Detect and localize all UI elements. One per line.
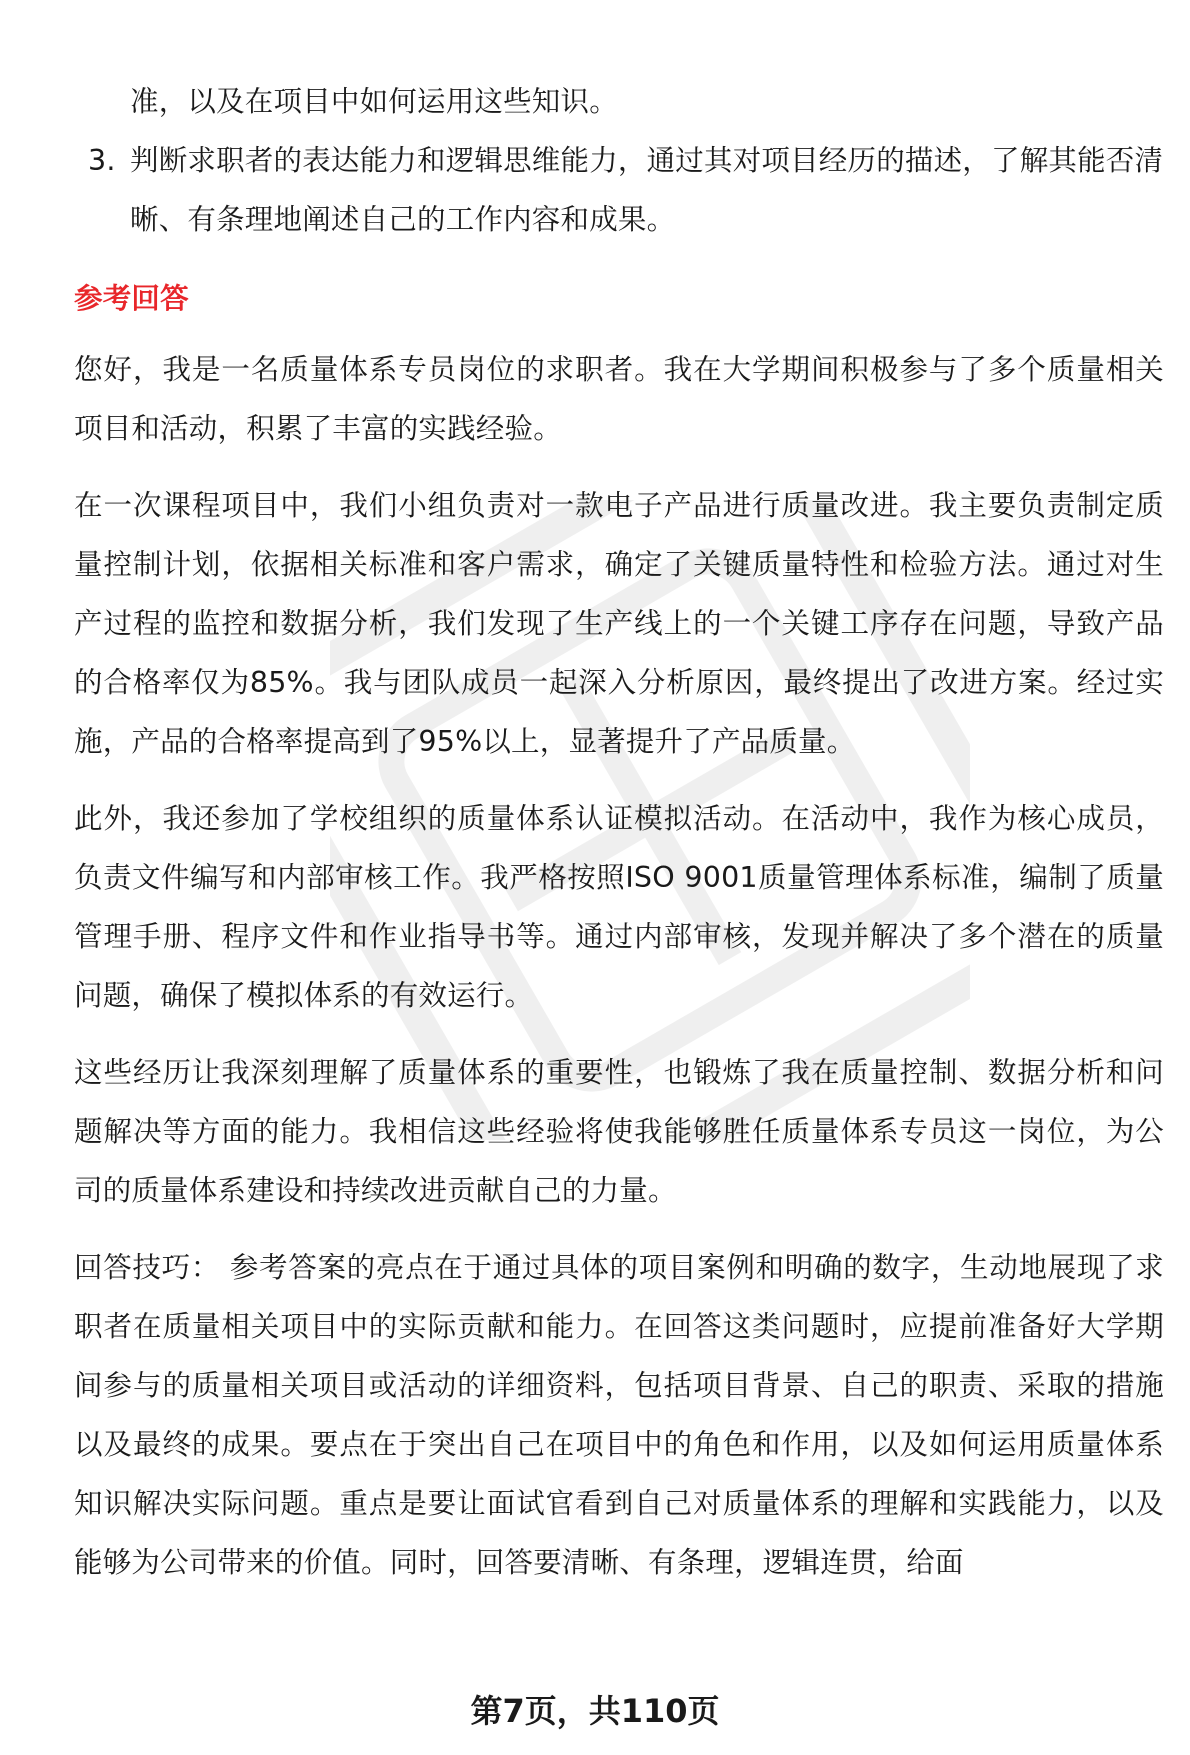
list-item-3 [74,131,1164,249]
list-item-continuation: 准，以及在项目中如何运用这些知识。 [130,85,618,118]
section-heading: 参考回答 [74,282,189,315]
document-content [74,72,1164,1610]
paragraph-summary: 这些经历让我深刻理解了质量体系的重要性，也锻炼了我在质量控制、数据分析和问题解决等方面的能力。我相信这些经验将使我能够胜任质量体系专员这一岗位，为公司的质量体系建设和持续改进贡献自己的力量。 [74,1056,1164,1207]
paragraph-course-project: 在一次课程项目中，我们小组负责对一款电子产品进行质量改进。我主要负责制定质量控制计划，依据相关标准和客户需求，确定了关键质量特性和检验方法。通过对生产过程的监控和数据分析，我们发现了生产线上的一个关键工序存在问题，导致产品的合格率仅为85%。我与团队成员一起深入分析原因，最终提出了改进方案。经过实施，产品的合格率提高到了95%以上，显著提升了产品质量。 [74,489,1164,758]
paragraph-answer-tips: 回答技巧： 参考答案的亮点在于通过具体的项目案例和明确的数字，生动地展现了求职者在质量相关项目中的实际贡献和能力。在回答这类问题时，应提前准备好大学期间参与的质量相关项目或活动的详细资料，包括项目背景、自己的职责、采取的措施以及最终的成果。要点在于突出自己在项目中的角色和作用，以及如何运用质量体系知识解决实际问题。重点是要让面试官看到自己对质量体系的理解和实践能力，以及能够为公司带来的价值。同时，回答要清晰、有条理，逻辑连贯，给面 [74,1251,1164,1579]
list-text: 判断求职者的表达能力和逻辑思维能力，通过其对项目经历的描述，了解其能否清晰、有条理地阐述自己的工作内容和成果。 [130,144,1164,236]
page-footer: 第7页，共110页 [470,1692,720,1730]
paragraph-certification-activity: 此外，我还参加了学校组织的质量体系认证模拟活动。在活动中，我作为核心成员，负责文件编写和内部审核工作。我严格按照ISO 9001质量管理体系标准，编制了质量管理手册、程序文件和作业指导书等。通过内部审核，发现并解决了多个潜在的质量问题，确保了模拟体系的有效运行。 [74,802,1164,1012]
paragraph-intro: 您好，我是一名质量体系专员岗位的求职者。我在大学期间积极参与了多个质量相关项目和活动，积累了丰富的实践经验。 [74,353,1164,445]
list-number: 3. [88,144,116,177]
